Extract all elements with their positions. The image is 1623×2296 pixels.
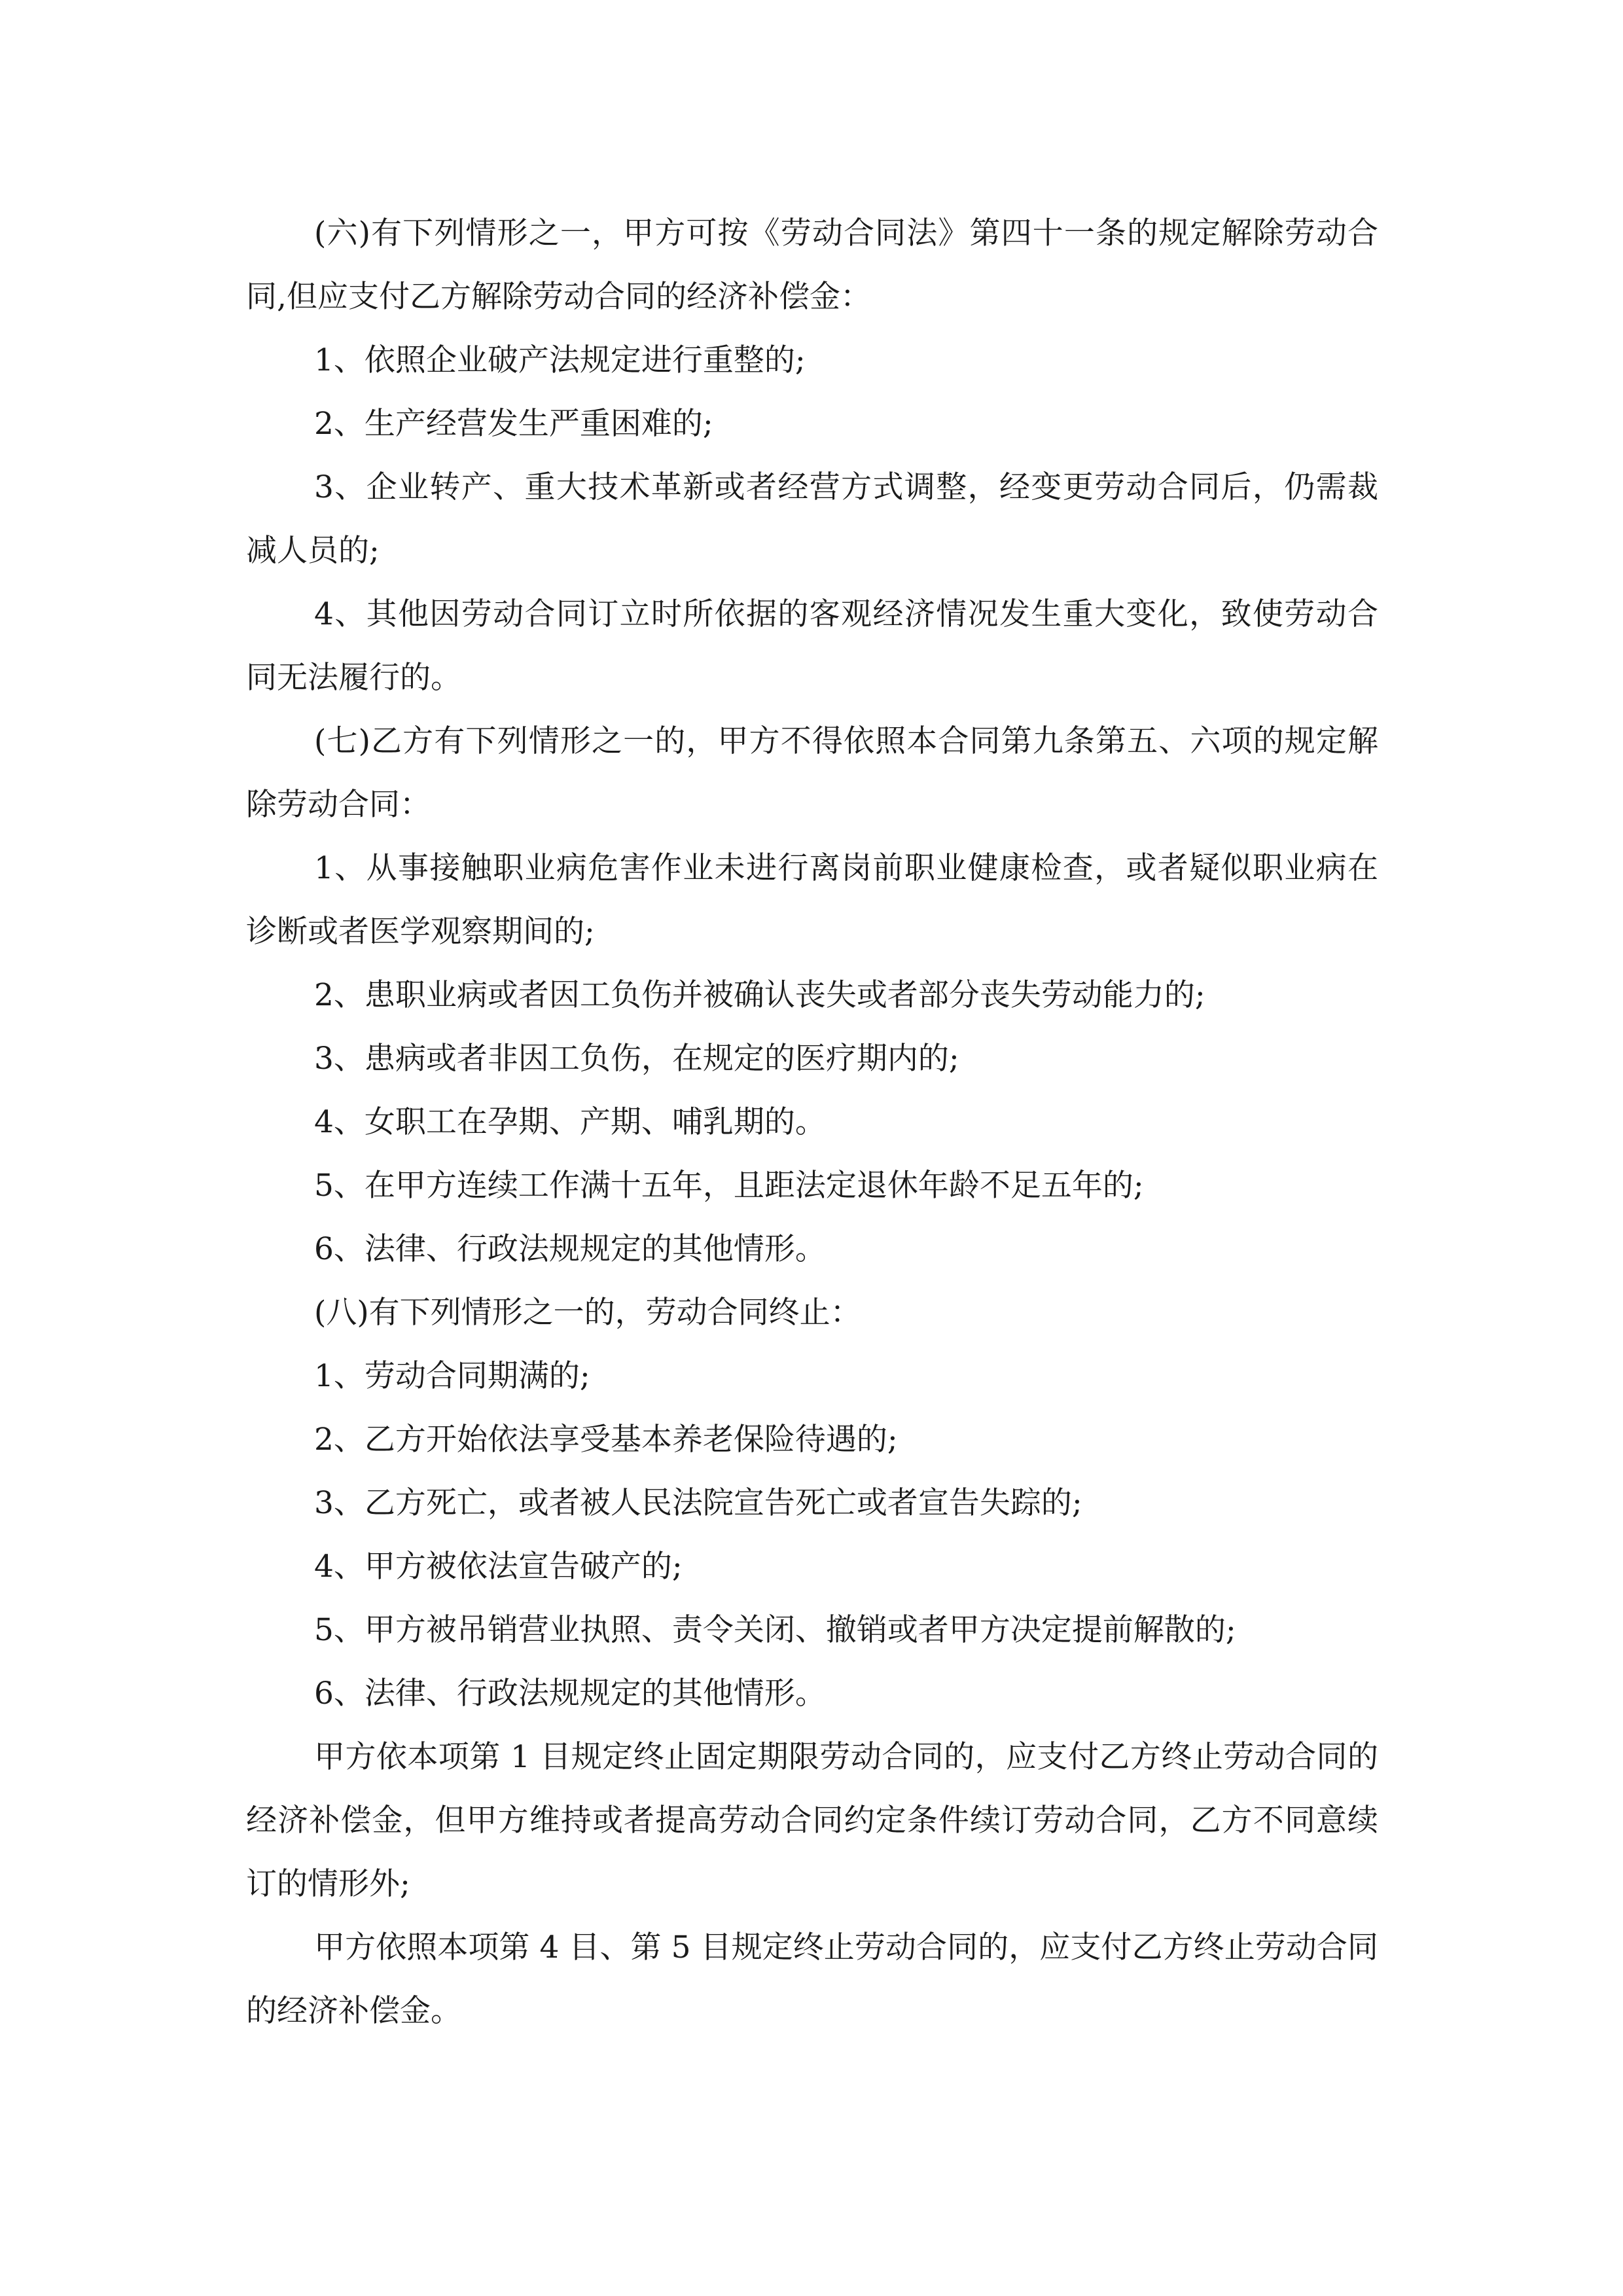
paragraph-8-item-3: 3、乙方死亡，或者被人民法院宣告死亡或者宣告失踪的; — [314, 1485, 1082, 1521]
paragraph-7-item-5: 5、在甲方连续工作满十五年，且距法定退休年龄不足五年的; — [314, 1168, 1144, 1204]
paragraph-8-note-1: 甲方依本项第 1 目规定终止固定期限劳动合同的，应支付乙方终止劳动合同的经济补偿金，但甲方维持或者提高劳动合同约定条件续订劳动合同，乙方不同意续订的情形外; — [246, 1739, 1378, 1902]
paragraph-8-item-6: 6、法律、行政法规规定的其他情形。 — [314, 1676, 826, 1712]
paragraph-7-item-2: 2、患职业病或者因工负伤并被确认丧失或者部分丧失劳动能力的; — [314, 977, 1205, 1013]
paragraph-7-item-1: 1、从事接触职业病危害作业未进行离岗前职业健康检查，或者疑似职业病在诊断或者医学观察期间的; — [246, 850, 1378, 950]
paragraph-7-item-3: 3、患病或者非因工负伤，在规定的医疗期内的; — [314, 1041, 959, 1077]
paragraph-6-item-4: 4、其他因劳动合同订立时所依据的客观经济情况发生重大变化，致使劳动合同无法履行的。 — [246, 596, 1378, 696]
paragraph-8-item-2: 2、乙方开始依法享受基本养老保险待遇的; — [314, 1422, 898, 1458]
paragraph-7-item-6: 6、法律、行政法规规定的其他情形。 — [314, 1231, 826, 1267]
paragraph-6-heading: (六)有下列情形之一，甲方可按《劳动合同法》第四十一条的规定解除劳动合同,但应支付乙方解除劳动合同的经济补偿金： — [246, 215, 1378, 315]
paragraph-7-heading: (七)乙方有下列情形之一的，甲方不得依照本合同第九条第五、六项的规定解除劳动合同： — [246, 723, 1378, 823]
paragraph-8-item-1: 1、劳动合同期满的; — [314, 1358, 590, 1394]
paragraph-7-item-4: 4、女职工在孕期、产期、哺乳期的。 — [314, 1104, 826, 1140]
paragraph-8-item-5: 5、甲方被吊销营业执照、责令关闭、撤销或者甲方决定提前解散的; — [314, 1612, 1236, 1648]
paragraph-8-note-2: 甲方依照本项第 4 目、第 5 目规定终止劳动合同的，应支付乙方终止劳动合同的经济补偿金。 — [246, 1929, 1378, 2029]
document-body — [246, 202, 1378, 2043]
paragraph-6-item-1: 1、依照企业破产法规定进行重整的; — [314, 342, 806, 378]
paragraph-6-item-3: 3、企业转产、重大技术革新或者经营方式调整，经变更劳动合同后，仍需裁减人员的; — [246, 469, 1378, 569]
paragraph-8-heading: (八)有下列情形之一的，劳动合同终止： — [314, 1295, 861, 1331]
paragraph-6-item-2: 2、生产经营发生严重困难的; — [314, 406, 713, 442]
paragraph-8-item-4: 4、甲方被依法宣告破产的; — [314, 1549, 683, 1585]
